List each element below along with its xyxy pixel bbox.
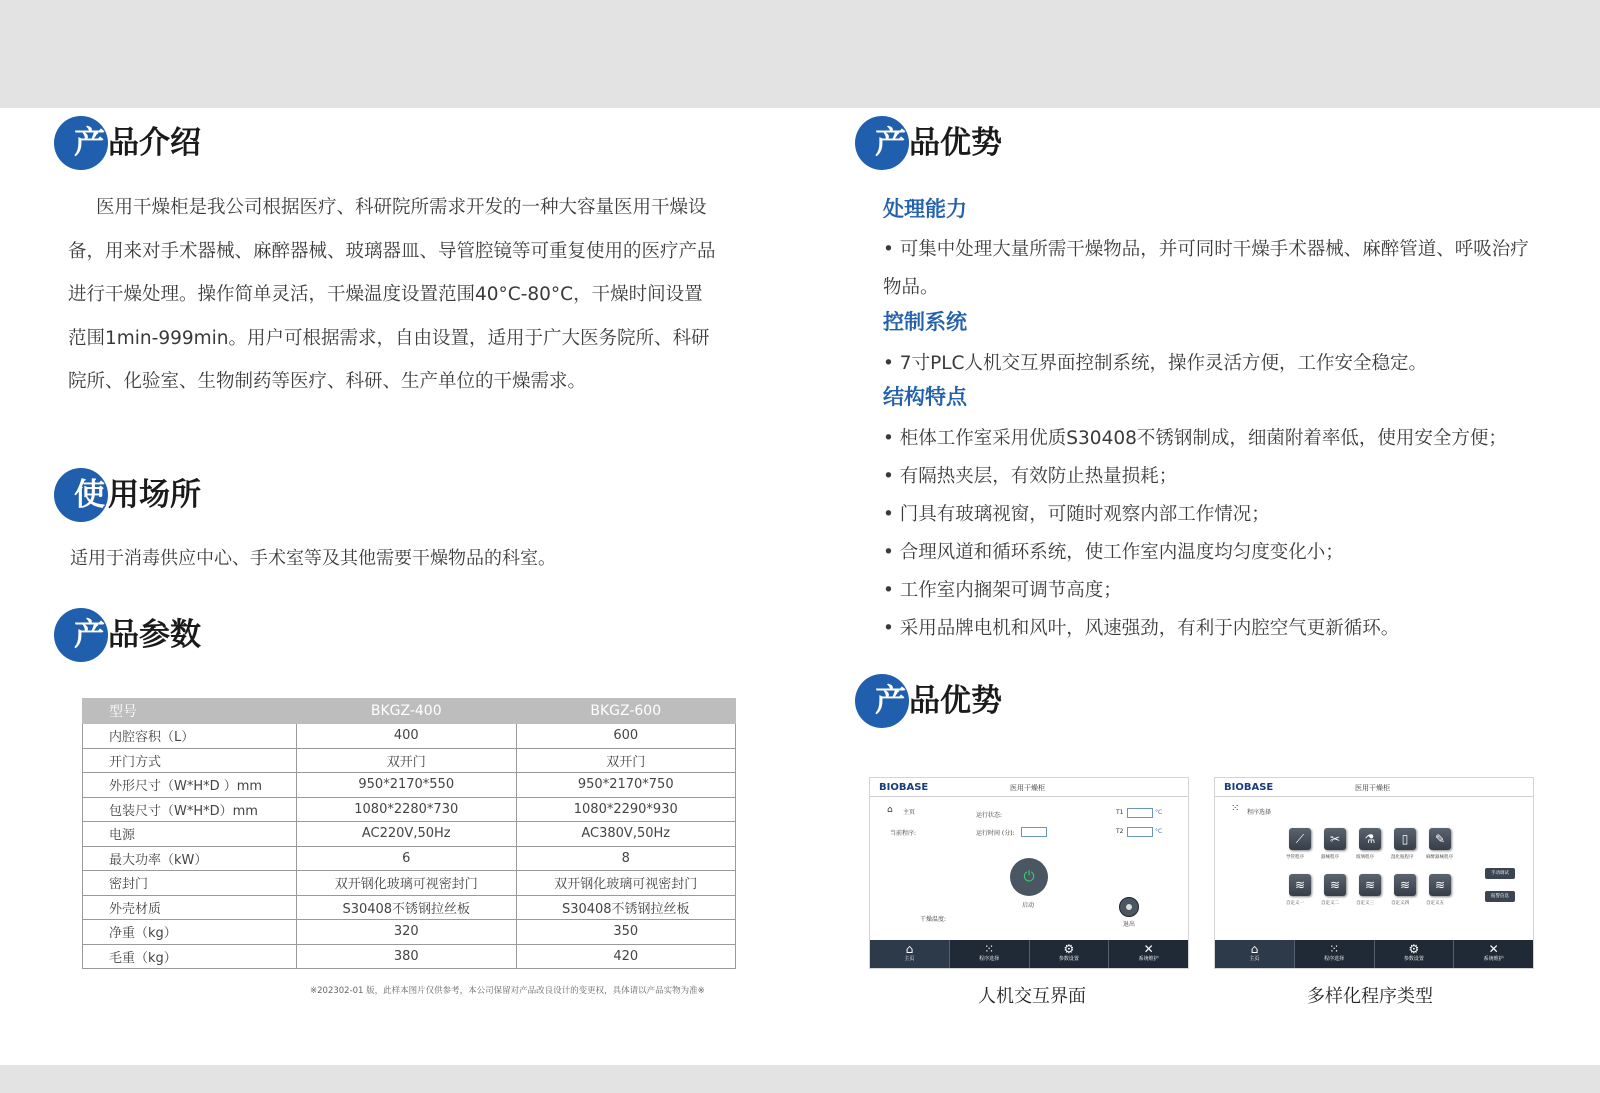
grid-icon: ⁙ <box>984 942 995 956</box>
caption-hmi: 人机交互界面 <box>978 986 1086 1007</box>
divider <box>870 796 1188 797</box>
subhead-processing: 处理能力 <box>883 197 967 221</box>
nav-settings[interactable] <box>1375 940 1455 968</box>
bullet-item: • 柜体工作室采用优质S30408不锈钢制成，细菌附着率低，使用安全方便； <box>883 428 1507 449</box>
params-section-title <box>54 608 274 664</box>
home-icon: ⌂ <box>887 805 893 815</box>
table-row <box>83 797 736 822</box>
bottom-nav <box>1215 940 1533 968</box>
bullet-item: • 合理风道和循环系统，使工作室内温度均匀度变化小； <box>883 542 1344 563</box>
bullet-item: • 门具有玻璃视窗，可随时观察内部工作情况； <box>883 504 1270 525</box>
table-cell: 350 <box>516 920 736 945</box>
table-cell: 950*2170*750 <box>516 773 736 798</box>
biobase-logo: BIOBASE <box>879 782 929 793</box>
table-cell: 内腔容积（L） <box>83 724 297 749</box>
title-rest: 品参数 <box>108 617 201 653</box>
t2-label: T2 <box>1116 828 1124 835</box>
table-cell: 双开钢化玻璃可视密封门 <box>297 871 517 896</box>
nav-label: 系统维护 <box>1483 956 1504 962</box>
nav-label: 系统维护 <box>1138 956 1159 962</box>
table-cell: 双开门 <box>516 748 736 773</box>
table-cell: 400 <box>297 724 517 749</box>
table-cell: 8 <box>516 846 736 871</box>
bullet-item: • 采用品牌电机和风叶，风速强劲，有利于内腔空气更新循环。 <box>883 618 1400 639</box>
table-cell: 双开门 <box>297 748 517 773</box>
divider <box>1215 796 1533 797</box>
bullet-item: • 工作室内搁架可调节高度； <box>883 580 1122 601</box>
nav-label: 程序选择 <box>979 956 1000 962</box>
table-cell: 电源 <box>83 822 297 847</box>
table-row <box>83 944 736 969</box>
bullet-item: • 有隔热夹层，有效防止热量损耗； <box>883 466 1178 487</box>
intro-section-title <box>54 116 274 172</box>
table-cell: 外形尺寸（W*H*D ）mm <box>83 773 297 798</box>
table-cell: 毛重（kg） <box>83 944 297 969</box>
table-cell: S30408不锈钢拉丝板 <box>297 895 517 920</box>
table-cell: 420 <box>516 944 736 969</box>
stop-button[interactable] <box>1119 897 1139 917</box>
advantages2-section-title <box>855 674 1075 730</box>
table-row <box>83 895 736 920</box>
program-label: 自定义一 <box>1286 901 1304 906</box>
nav-label: 参数设置 <box>1058 956 1079 962</box>
table-cell: S30408不锈钢拉丝板 <box>516 895 736 920</box>
title-rest: 品优势 <box>909 125 1002 161</box>
table-cell: AC220V,50Hz <box>297 822 517 847</box>
nav-program[interactable] <box>1295 940 1375 968</box>
program-icon[interactable]: ≋ <box>1289 874 1311 896</box>
program-icon[interactable]: ≋ <box>1359 874 1381 896</box>
title-first-char: 产 <box>74 125 105 161</box>
table-row <box>83 822 736 847</box>
run-time-field[interactable] <box>1021 827 1047 837</box>
alarm-info-button[interactable]: 报警信息 <box>1485 891 1515 902</box>
program-label: 自定义三 <box>1356 901 1374 906</box>
manual-debug-button[interactable]: 手动调试 <box>1485 868 1515 879</box>
hmi-screen-programs <box>1214 777 1534 969</box>
nav-label: 主页 <box>1249 956 1260 962</box>
screen-title: 医用干燥柜 <box>1010 784 1045 792</box>
program-label: 自定义二 <box>1321 901 1339 906</box>
advantages-section-title <box>855 116 1075 172</box>
nav-home[interactable] <box>870 940 950 968</box>
program-label: 器械程序 <box>1321 855 1339 860</box>
grid-icon: ⁙ <box>1329 942 1340 956</box>
program-label: 导管程序 <box>1286 855 1304 860</box>
program-label: 麻醉器械程序 <box>1426 855 1453 860</box>
nav-settings[interactable] <box>1030 940 1110 968</box>
t1-field[interactable] <box>1127 808 1153 818</box>
title-first-char: 使 <box>74 477 105 513</box>
home-icon: ⌂ <box>1250 942 1259 956</box>
t2-unit: °C <box>1155 828 1163 835</box>
title-rest: 用场所 <box>108 477 201 513</box>
dry-temp-label: 干燥温度: <box>920 916 947 923</box>
run-time-label: 运行时间 (分): <box>976 830 1015 837</box>
table-cell: 320 <box>297 920 517 945</box>
nav-maintenance[interactable] <box>1454 940 1533 968</box>
program-icon[interactable]: ⟋ <box>1289 828 1311 850</box>
program-label: 玻璃程序 <box>1356 855 1374 860</box>
table-cell: 开门方式 <box>83 748 297 773</box>
title-first-char: 产 <box>74 617 105 653</box>
title-rest: 品优势 <box>909 683 1002 719</box>
table-cell: 1080*2280*730 <box>297 797 517 822</box>
gear-icon: ⚙ <box>1063 942 1075 956</box>
table-cell: 密封门 <box>83 871 297 896</box>
title-first-char: 产 <box>875 683 906 719</box>
table-row <box>83 871 736 896</box>
program-label: 自定义四 <box>1391 901 1409 906</box>
home-icon: ⌂ <box>905 942 914 956</box>
bullet-item: • 可集中处理大量所需干燥物品，并可同时干燥手术器械、麻醉管道、呼吸治疗物品。 <box>883 239 1529 298</box>
params-table <box>82 698 736 969</box>
stop-label: 退出 <box>1123 921 1136 928</box>
table-cell: 1080*2290*930 <box>516 797 736 822</box>
table-row <box>83 773 736 798</box>
bullet-item: • 7寸PLC人机交互界面控制系统，操作灵活方便，工作安全稳定。 <box>883 353 1427 374</box>
tools-icon: ✕ <box>1488 942 1499 956</box>
table-cell: 380 <box>297 944 517 969</box>
biobase-logo: BIOBASE <box>1224 782 1274 793</box>
table-cell: 950*2170*550 <box>297 773 517 798</box>
header-cell: BKGZ-400 <box>297 699 517 724</box>
intro-paragraph: 医用干燥柜是我公司根据医疗、科研院所需求开发的一种大容量医用干燥设备，用来对手术器械、麻醉器械、玻璃器皿、导管腔镜等可重复使用的医疗产品进行干燥处理。操作简单灵活，干燥温度设置范围40°C-80°C，干燥时间设置范围1min-999min。用户可根据需求，自由设置，适用于广大医务院所、科研院所、化验室、生物制药等医疗、科研、生产单位的干燥需求。 <box>68 197 716 392</box>
program-icon[interactable]: ▯ <box>1394 828 1416 850</box>
hmi-screen-main <box>869 777 1189 969</box>
subhead-control: 控制系统 <box>883 310 967 334</box>
nav-label: 主页 <box>904 956 915 962</box>
screen-title: 医用干燥柜 <box>1355 784 1390 792</box>
bottom-band <box>0 1065 1600 1093</box>
title-first-char: 产 <box>875 125 906 161</box>
t2-field[interactable] <box>1127 827 1153 837</box>
run-status-label: 运行状态: <box>976 812 1003 819</box>
table-row <box>83 920 736 945</box>
table-row <box>83 748 736 773</box>
program-icon[interactable]: ≋ <box>1394 874 1416 896</box>
grid-icon: ⁙ <box>1231 803 1240 814</box>
table-cell: 净重（kg） <box>83 920 297 945</box>
usage-paragraph: 适用于消毒供应中心、手术室等及其他需要干燥物品的科室。 <box>70 548 556 569</box>
start-label: 启动 <box>1022 902 1035 909</box>
program-label: 自定义五 <box>1426 901 1444 906</box>
home-label: 主页 <box>903 809 916 816</box>
subhead-structure: 结构特点 <box>883 385 967 409</box>
power-icon[interactable]: ⏻ <box>1010 858 1048 896</box>
table-cell: 最大功率（kW） <box>83 846 297 871</box>
top-band <box>0 0 1600 108</box>
table-cell: 包装尺寸（W*H*D）mm <box>83 797 297 822</box>
program-select-label: 程序选择 <box>1247 809 1272 816</box>
program-icon[interactable]: ⚗ <box>1359 828 1381 850</box>
header-cell: 型号 <box>83 699 297 724</box>
table-header-row <box>83 699 736 724</box>
nav-label: 参数设置 <box>1403 956 1424 962</box>
table-row <box>83 724 736 749</box>
nav-home[interactable] <box>1215 940 1295 968</box>
table-cell: AC380V,50Hz <box>516 822 736 847</box>
t1-label: T1 <box>1116 809 1124 816</box>
title-rest: 品介绍 <box>108 125 201 161</box>
current-program-label: 当前程序: <box>890 830 917 837</box>
table-cell: 双开钢化玻璃可视密封门 <box>516 871 736 896</box>
program-icon[interactable]: ✂ <box>1324 828 1346 850</box>
program-icon[interactable]: ✎ <box>1429 828 1451 850</box>
nav-label: 程序选择 <box>1324 956 1345 962</box>
tools-icon: ✕ <box>1143 942 1154 956</box>
header-cell: BKGZ-600 <box>516 699 736 724</box>
table-cell: 600 <box>516 724 736 749</box>
program-icon[interactable]: ≋ <box>1429 874 1451 896</box>
program-label: 湿化瓶程序 <box>1391 855 1414 860</box>
program-icon[interactable]: ≋ <box>1324 874 1346 896</box>
table-cell: 外壳材质 <box>83 895 297 920</box>
usage-section-title <box>54 468 274 524</box>
footnote: ※202302-01 版，此样本图片仅供参考，本公司保留对产品改良设计的变更权，具体请以产品实物为准※ <box>310 986 705 996</box>
nav-maintenance[interactable] <box>1109 940 1188 968</box>
bottom-nav <box>870 940 1188 968</box>
table-row <box>83 846 736 871</box>
gear-icon: ⚙ <box>1408 942 1420 956</box>
nav-program[interactable] <box>950 940 1030 968</box>
table-cell: 6 <box>297 846 517 871</box>
caption-programs: 多样化程序类型 <box>1307 986 1433 1007</box>
t1-unit: °C <box>1155 809 1163 816</box>
